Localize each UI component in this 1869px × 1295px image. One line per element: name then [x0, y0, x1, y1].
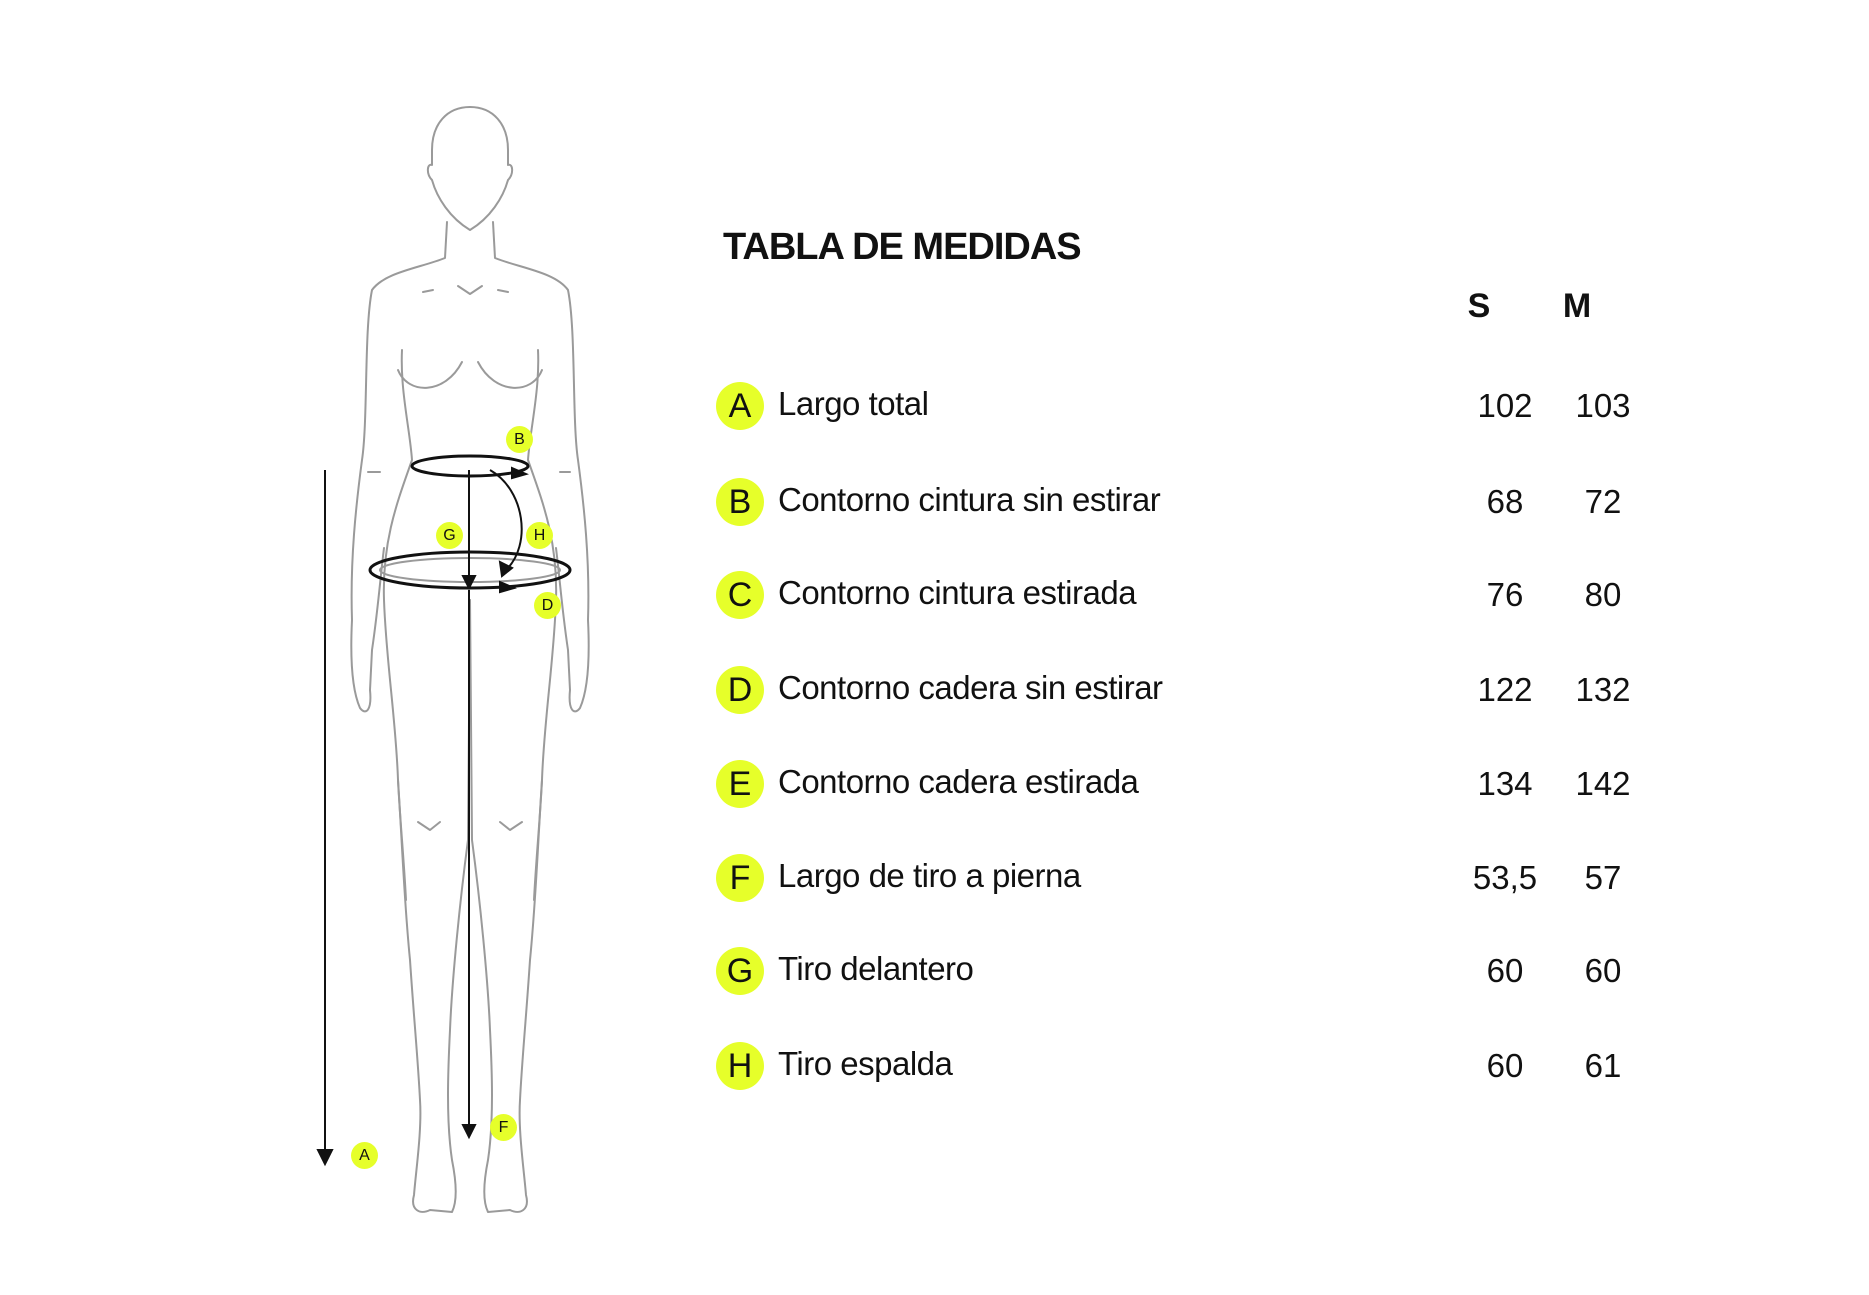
row-label: Contorno cintura sin estirar	[778, 481, 1161, 518]
row-key-badge: H	[716, 1042, 764, 1090]
figure-marker-h: H	[526, 522, 553, 549]
size-m-value: 72	[1584, 483, 1622, 520]
table-row	[716, 1042, 1622, 1092]
row-label: Contorno cintura estirada	[778, 574, 1137, 611]
row-label: Contorno cadera estirada	[778, 763, 1139, 800]
size-m-value: 57	[1584, 859, 1622, 896]
figure-marker-a: A	[351, 1142, 378, 1169]
column-header-m: M	[1562, 287, 1592, 325]
figure-marker-b: B	[506, 426, 533, 453]
body-figure	[0, 0, 760, 1295]
row-label: Largo total	[778, 385, 929, 422]
row-label: Contorno cadera sin estirar	[778, 669, 1163, 706]
row-key-badge: E	[716, 760, 764, 808]
size-m-value: 61	[1584, 1047, 1622, 1084]
size-m-value: 142	[1575, 765, 1631, 802]
size-s-value: 102	[1477, 387, 1533, 424]
table-row	[716, 947, 1622, 997]
size-m-value: 103	[1575, 387, 1631, 424]
figure-marker-f: F	[490, 1114, 517, 1141]
column-header-s: S	[1467, 287, 1491, 325]
size-s-value: 53,5	[1472, 859, 1538, 896]
table-row	[716, 666, 1631, 716]
row-label: Tiro delantero	[778, 950, 974, 987]
row-key-badge: D	[716, 666, 764, 714]
row-label: Largo de tiro a pierna	[778, 857, 1081, 894]
size-s-value: 122	[1477, 671, 1533, 708]
table-row	[716, 854, 1622, 904]
figure-marker-g: G	[436, 522, 463, 549]
page-title: TABLA DE MEDIDAS	[723, 226, 1081, 268]
size-s-value: 134	[1477, 765, 1533, 802]
figure-marker-d: D	[534, 592, 561, 619]
row-key-badge: G	[716, 947, 764, 995]
size-m-value: 60	[1584, 952, 1622, 989]
table-row	[716, 760, 1631, 810]
size-s-value: 60	[1486, 952, 1524, 989]
table-row	[716, 478, 1622, 528]
row-label: Tiro espalda	[778, 1045, 953, 1082]
size-s-value: 60	[1486, 1047, 1524, 1084]
body-outline-drawing	[0, 0, 760, 1295]
row-key-badge: A	[716, 382, 764, 430]
row-key-badge: B	[716, 478, 764, 526]
row-key-badge: F	[716, 854, 764, 902]
size-m-value: 80	[1584, 576, 1622, 613]
size-m-value: 132	[1575, 671, 1631, 708]
table-row	[716, 382, 1631, 432]
table-row	[716, 571, 1622, 621]
size-s-value: 68	[1486, 483, 1524, 520]
size-s-value: 76	[1486, 576, 1524, 613]
row-key-badge: C	[716, 571, 764, 619]
